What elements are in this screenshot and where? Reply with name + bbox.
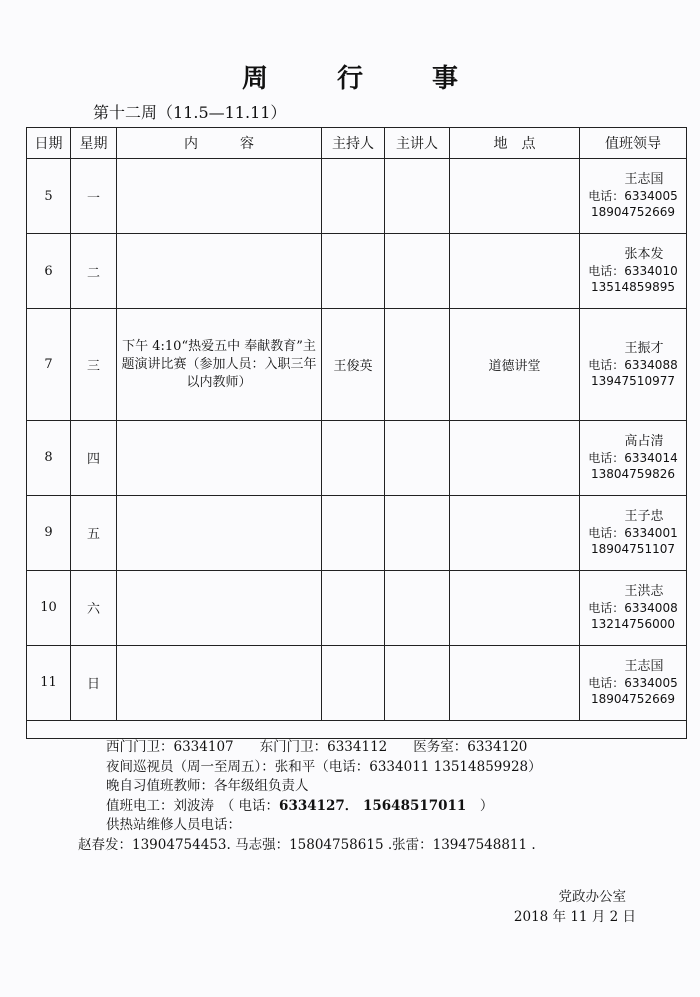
date-cell: 5 xyxy=(27,159,71,234)
duty-leader-cell xyxy=(580,309,687,420)
issuing-office: 党政办公室 xyxy=(558,889,626,905)
content-cell xyxy=(117,645,322,720)
table-row xyxy=(27,309,687,420)
leader-name: 王洪志 xyxy=(624,583,664,599)
leader-name: 王志国 xyxy=(624,172,664,188)
electrician-suffix: ） xyxy=(466,797,494,814)
leader-tel: 电话：6334001 xyxy=(588,525,678,540)
date-cell: 11 xyxy=(27,645,71,720)
host-cell: 王俊英 xyxy=(322,309,385,420)
date-cell: 7 xyxy=(27,309,71,420)
header-duty-leader: 值班领导 xyxy=(580,128,687,159)
host-cell xyxy=(322,234,385,309)
speaker-cell xyxy=(385,570,450,645)
speaker-cell xyxy=(385,495,450,570)
weekday-cell: 四 xyxy=(71,420,117,495)
date-cell: 10 xyxy=(27,570,71,645)
content-cell xyxy=(117,234,322,309)
table-row xyxy=(27,234,687,309)
leader-name: 高占清 xyxy=(624,433,664,449)
duty-leader-cell xyxy=(580,570,687,645)
electrician-prefix: 值班电工：刘波涛 （ 电话： xyxy=(106,797,280,814)
leader-mobile: 18904752669 xyxy=(591,691,675,706)
table-row xyxy=(27,645,687,720)
clinic-phone: 医务室：6334120 xyxy=(413,739,528,755)
header-location: 地 点 xyxy=(450,128,580,159)
duty-leader-cell xyxy=(580,234,687,309)
west-gate-phone: 西门门卫：6334107 xyxy=(106,739,234,755)
weekday-cell: 日 xyxy=(71,645,117,720)
content-cell xyxy=(117,420,322,495)
speaker-cell xyxy=(385,645,450,720)
duty-leader-cell xyxy=(580,159,687,234)
content-cell xyxy=(117,495,322,570)
host-cell xyxy=(322,159,385,234)
table-row xyxy=(27,159,687,234)
duty-leader-cell xyxy=(580,420,687,495)
east-gate-phone: 东门门卫：6334112 xyxy=(259,739,388,755)
date-cell: 6 xyxy=(27,234,71,309)
schedule-table xyxy=(26,127,687,739)
location-cell xyxy=(450,570,580,645)
leader-tel: 电话：6334010 xyxy=(588,264,678,279)
content-cell: 下午 4:10“热爱五中 奉献教育”主题演讲比赛（参加人员：入职三年以内教师） xyxy=(117,309,322,420)
location-cell: 道德讲堂 xyxy=(450,309,580,420)
blank-cell xyxy=(27,720,687,738)
host-cell xyxy=(322,570,385,645)
host-cell xyxy=(322,420,385,495)
table-header-row xyxy=(27,128,687,159)
week-label: 第十二周（11.5—11.11） xyxy=(93,103,287,122)
speaker-cell xyxy=(385,159,450,234)
electrician-phones: 6334127． 15648517011 xyxy=(279,797,467,814)
weekday-cell: 一 xyxy=(71,159,117,234)
header-weekday: 星期 xyxy=(71,128,117,159)
header-host: 主持人 xyxy=(322,128,385,159)
location-cell xyxy=(450,159,580,234)
table-row xyxy=(27,570,687,645)
table-blank-row xyxy=(27,720,687,738)
speaker-cell xyxy=(385,234,450,309)
leader-name: 王志国 xyxy=(624,658,664,674)
location-cell xyxy=(450,234,580,309)
header-date: 日期 xyxy=(27,128,71,159)
leader-mobile: 13947510977 xyxy=(591,373,675,388)
host-cell xyxy=(322,495,385,570)
speaker-cell xyxy=(385,309,450,420)
content-cell xyxy=(117,159,322,234)
location-cell xyxy=(450,645,580,720)
duty-leader-cell xyxy=(580,495,687,570)
leader-name: 张本发 xyxy=(624,247,664,263)
weekday-cell: 三 xyxy=(71,309,117,420)
table-row xyxy=(27,420,687,495)
electrician-duty xyxy=(106,797,553,817)
leader-mobile: 13804759826 xyxy=(591,466,675,481)
duty-leader-cell xyxy=(580,645,687,720)
leader-mobile: 13514859895 xyxy=(591,280,675,295)
location-cell xyxy=(450,420,580,495)
weekday-cell: 六 xyxy=(71,570,117,645)
leader-tel: 电话：6334005 xyxy=(588,675,678,690)
leader-tel: 电话：6334005 xyxy=(588,189,678,204)
leader-mobile: 18904752669 xyxy=(591,205,675,220)
host-cell xyxy=(322,645,385,720)
contact-footer xyxy=(78,738,553,855)
gate-contacts xyxy=(106,738,553,758)
heating-contacts: 赵春发：13904754453. 马志强：15804758615 .张雷：13947548811 . xyxy=(78,836,536,853)
date-cell: 8 xyxy=(27,420,71,495)
speaker-cell xyxy=(385,420,450,495)
leader-tel: 电话：6334008 xyxy=(588,600,678,615)
signature-block xyxy=(0,887,636,927)
heating-title: 供热站维修人员电话： xyxy=(106,817,241,833)
location-cell xyxy=(450,495,580,570)
leader-name: 王振才 xyxy=(624,340,664,356)
weekday-cell: 二 xyxy=(71,234,117,309)
issue-date: 2018 年 11 月 2 日 xyxy=(513,909,636,925)
evening-study-duty: 晚自习值班教师：各年级组负责人 xyxy=(106,778,309,794)
leader-mobile: 13214756000 xyxy=(591,616,675,631)
weekday-cell: 五 xyxy=(71,495,117,570)
leader-tel: 电话：6334088 xyxy=(588,357,678,372)
night-patrol: 夜间巡视员（周一至周五）：张和平（电话：6334011 13514859928） xyxy=(106,758,542,775)
leader-tel: 电话：6334014 xyxy=(588,450,678,465)
page-title: 周 行 事 xyxy=(241,64,489,94)
date-cell: 9 xyxy=(27,495,71,570)
header-speaker: 主讲人 xyxy=(385,128,450,159)
header-content: 内 容 xyxy=(117,128,322,159)
leader-name: 王子忠 xyxy=(624,508,664,524)
leader-mobile: 18904751107 xyxy=(591,541,675,556)
content-cell xyxy=(117,570,322,645)
table-row xyxy=(27,495,687,570)
